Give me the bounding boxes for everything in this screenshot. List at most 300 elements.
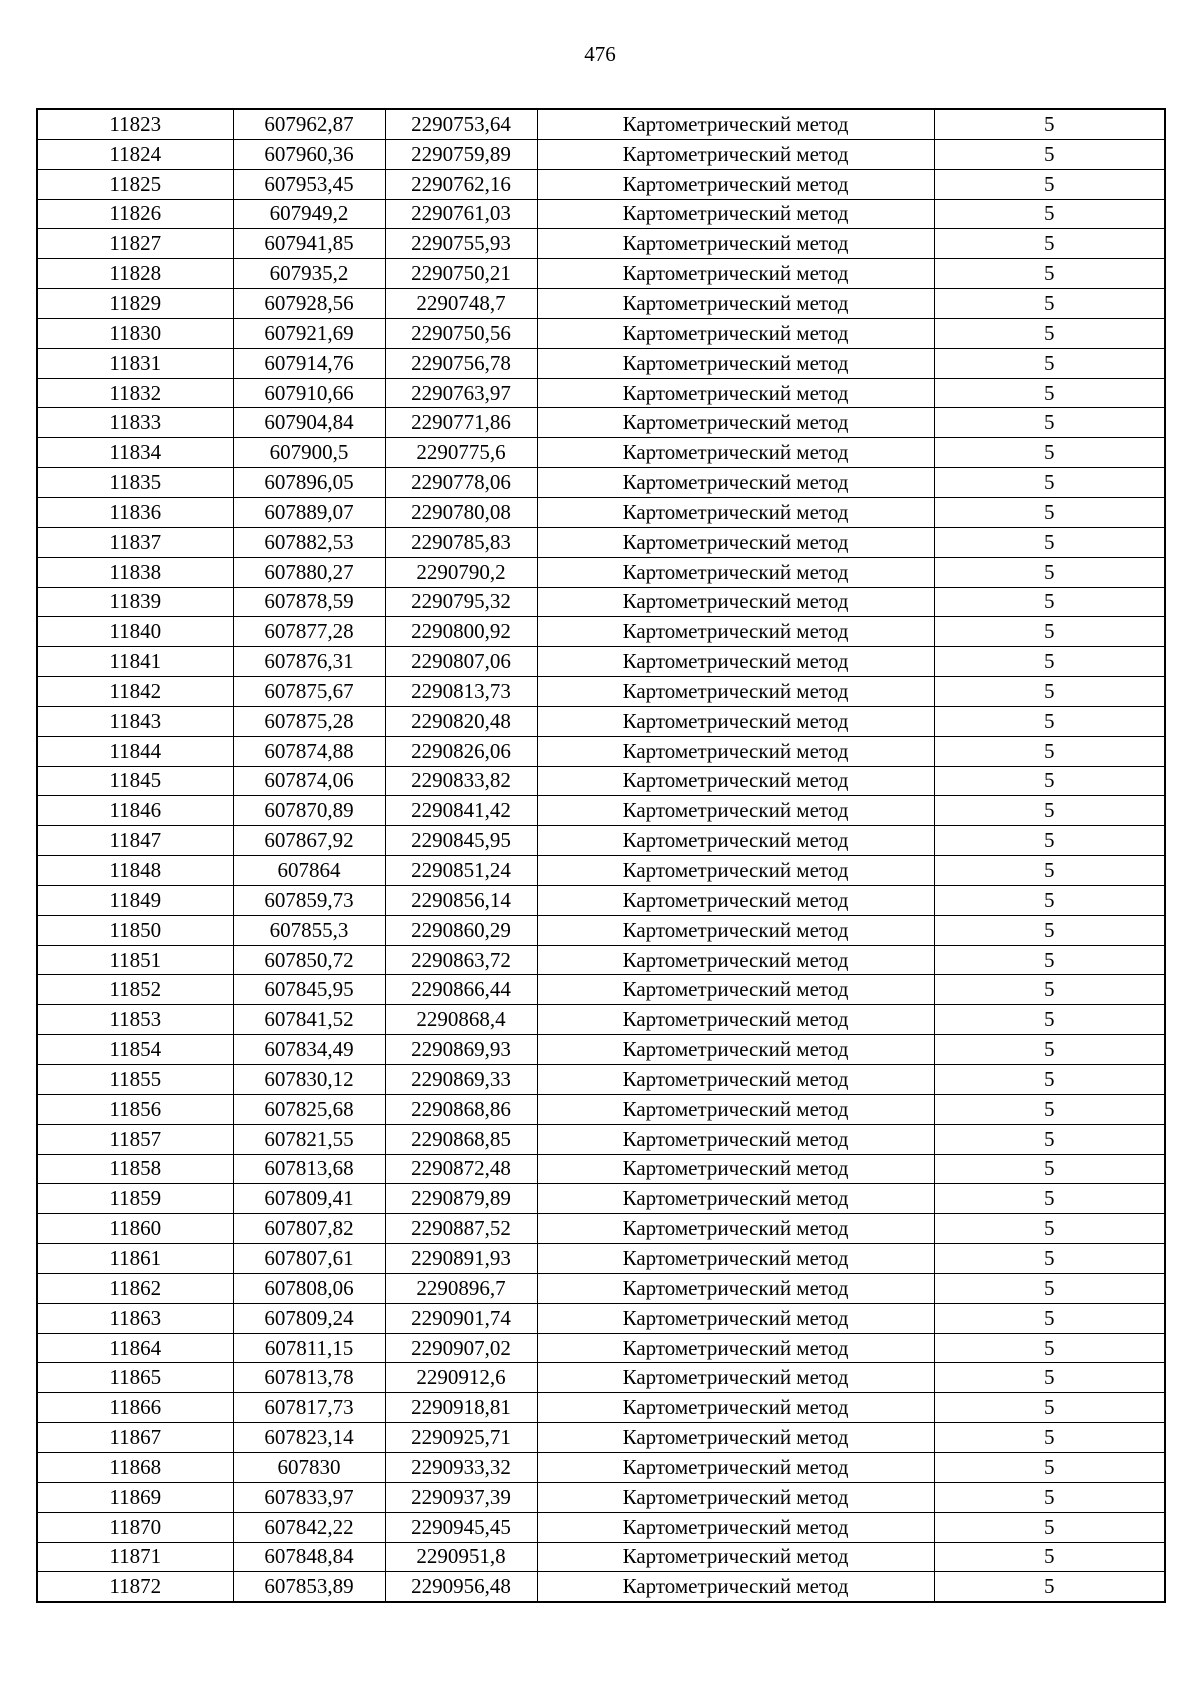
method-cell: Картометрический метод	[537, 229, 934, 259]
point-number-cell: 11865	[37, 1363, 233, 1393]
table-row	[37, 1094, 1165, 1124]
method-cell: Картометрический метод	[537, 1363, 934, 1393]
method-cell: Картометрический метод	[537, 587, 934, 617]
x-coordinate-cell: 607817,73	[233, 1393, 385, 1423]
table-row	[37, 736, 1165, 766]
table-row	[37, 1154, 1165, 1184]
accuracy-cell: 5	[934, 1184, 1165, 1214]
x-coordinate-cell: 607853,89	[233, 1572, 385, 1602]
accuracy-cell: 5	[934, 766, 1165, 796]
y-coordinate-cell: 2290826,06	[385, 736, 537, 766]
x-coordinate-cell: 607825,68	[233, 1094, 385, 1124]
accuracy-cell: 5	[934, 1423, 1165, 1453]
accuracy-cell: 5	[934, 885, 1165, 915]
method-cell: Картометрический метод	[537, 677, 934, 707]
accuracy-cell: 5	[934, 1542, 1165, 1572]
accuracy-cell: 5	[934, 1244, 1165, 1274]
x-coordinate-cell: 607914,76	[233, 348, 385, 378]
method-cell: Картометрический метод	[537, 259, 934, 289]
point-number-cell: 11839	[37, 587, 233, 617]
accuracy-cell: 5	[934, 1035, 1165, 1065]
point-number-cell: 11871	[37, 1542, 233, 1572]
y-coordinate-cell: 2290762,16	[385, 169, 537, 199]
x-coordinate-cell: 607904,84	[233, 408, 385, 438]
accuracy-cell: 5	[934, 1124, 1165, 1154]
method-cell: Картометрический метод	[537, 468, 934, 498]
method-cell: Картометрический метод	[537, 557, 934, 587]
y-coordinate-cell: 2290750,21	[385, 259, 537, 289]
y-coordinate-cell: 2290863,72	[385, 945, 537, 975]
x-coordinate-cell: 607876,31	[233, 647, 385, 677]
x-coordinate-cell: 607875,28	[233, 706, 385, 736]
method-cell: Картометрический метод	[537, 736, 934, 766]
table-row	[37, 1423, 1165, 1453]
method-cell: Картометрический метод	[537, 1065, 934, 1095]
x-coordinate-cell: 607877,28	[233, 617, 385, 647]
method-cell: Картометрический метод	[537, 1244, 934, 1274]
method-cell: Картометрический метод	[537, 915, 934, 945]
y-coordinate-cell: 2290780,08	[385, 497, 537, 527]
accuracy-cell: 5	[934, 139, 1165, 169]
y-coordinate-cell: 2290800,92	[385, 617, 537, 647]
point-number-cell: 11856	[37, 1094, 233, 1124]
x-coordinate-cell: 607845,95	[233, 975, 385, 1005]
point-number-cell: 11832	[37, 378, 233, 408]
y-coordinate-cell: 2290918,81	[385, 1393, 537, 1423]
method-cell: Картометрический метод	[537, 289, 934, 319]
table-row	[37, 1572, 1165, 1602]
table-row	[37, 289, 1165, 319]
x-coordinate-cell: 607823,14	[233, 1423, 385, 1453]
table-row	[37, 1542, 1165, 1572]
y-coordinate-cell: 2290907,02	[385, 1333, 537, 1363]
y-coordinate-cell: 2290860,29	[385, 915, 537, 945]
table-row	[37, 438, 1165, 468]
table-row	[37, 1124, 1165, 1154]
accuracy-cell: 5	[934, 289, 1165, 319]
point-number-cell: 11843	[37, 706, 233, 736]
x-coordinate-cell: 607870,89	[233, 796, 385, 826]
point-number-cell: 11857	[37, 1124, 233, 1154]
method-cell: Картометрический метод	[537, 408, 934, 438]
x-coordinate-cell: 607850,72	[233, 945, 385, 975]
x-coordinate-cell: 607808,06	[233, 1273, 385, 1303]
accuracy-cell: 5	[934, 1094, 1165, 1124]
method-cell: Картометрический метод	[537, 1124, 934, 1154]
table-row	[37, 587, 1165, 617]
accuracy-cell: 5	[934, 169, 1165, 199]
x-coordinate-cell: 607859,73	[233, 885, 385, 915]
point-number-cell: 11862	[37, 1273, 233, 1303]
accuracy-cell: 5	[934, 1005, 1165, 1035]
table-row	[37, 468, 1165, 498]
accuracy-cell: 5	[934, 617, 1165, 647]
method-cell: Картометрический метод	[537, 348, 934, 378]
point-number-cell: 11830	[37, 318, 233, 348]
x-coordinate-cell: 607910,66	[233, 378, 385, 408]
accuracy-cell: 5	[934, 1363, 1165, 1393]
y-coordinate-cell: 2290901,74	[385, 1303, 537, 1333]
table-row	[37, 1244, 1165, 1274]
y-coordinate-cell: 2290951,8	[385, 1542, 537, 1572]
point-number-cell: 11870	[37, 1512, 233, 1542]
y-coordinate-cell: 2290759,89	[385, 139, 537, 169]
method-cell: Картометрический метод	[537, 945, 934, 975]
y-coordinate-cell: 2290813,73	[385, 677, 537, 707]
x-coordinate-cell: 607811,15	[233, 1333, 385, 1363]
table-row	[37, 766, 1165, 796]
table-row	[37, 885, 1165, 915]
accuracy-cell: 5	[934, 557, 1165, 587]
accuracy-cell: 5	[934, 677, 1165, 707]
accuracy-cell: 5	[934, 438, 1165, 468]
y-coordinate-cell: 2290868,4	[385, 1005, 537, 1035]
y-coordinate-cell: 2290912,6	[385, 1363, 537, 1393]
table-row	[37, 557, 1165, 587]
y-coordinate-cell: 2290956,48	[385, 1572, 537, 1602]
method-cell: Картометрический метод	[537, 1572, 934, 1602]
y-coordinate-cell: 2290869,93	[385, 1035, 537, 1065]
accuracy-cell: 5	[934, 318, 1165, 348]
point-number-cell: 11868	[37, 1452, 233, 1482]
accuracy-cell: 5	[934, 945, 1165, 975]
table-row	[37, 139, 1165, 169]
point-number-cell: 11850	[37, 915, 233, 945]
method-cell: Картометрический метод	[537, 706, 934, 736]
point-number-cell: 11829	[37, 289, 233, 319]
point-number-cell: 11867	[37, 1423, 233, 1453]
table-row	[37, 318, 1165, 348]
point-number-cell: 11827	[37, 229, 233, 259]
y-coordinate-cell: 2290755,93	[385, 229, 537, 259]
accuracy-cell: 5	[934, 259, 1165, 289]
x-coordinate-cell: 607841,52	[233, 1005, 385, 1035]
y-coordinate-cell: 2290763,97	[385, 378, 537, 408]
accuracy-cell: 5	[934, 736, 1165, 766]
x-coordinate-cell: 607962,87	[233, 109, 385, 139]
point-number-cell: 11860	[37, 1214, 233, 1244]
accuracy-cell: 5	[934, 1214, 1165, 1244]
table-row	[37, 1035, 1165, 1065]
x-coordinate-cell: 607960,36	[233, 139, 385, 169]
point-number-cell: 11866	[37, 1393, 233, 1423]
point-number-cell: 11844	[37, 736, 233, 766]
accuracy-cell: 5	[934, 468, 1165, 498]
y-coordinate-cell: 2290933,32	[385, 1452, 537, 1482]
x-coordinate-cell: 607864	[233, 856, 385, 886]
point-number-cell: 11859	[37, 1184, 233, 1214]
method-cell: Картометрический метод	[537, 826, 934, 856]
y-coordinate-cell: 2290868,85	[385, 1124, 537, 1154]
y-coordinate-cell: 2290795,32	[385, 587, 537, 617]
x-coordinate-cell: 607949,2	[233, 199, 385, 229]
y-coordinate-cell: 2290771,86	[385, 408, 537, 438]
x-coordinate-cell: 607834,49	[233, 1035, 385, 1065]
table-row	[37, 945, 1165, 975]
point-number-cell: 11852	[37, 975, 233, 1005]
y-coordinate-cell: 2290851,24	[385, 856, 537, 886]
point-number-cell: 11837	[37, 527, 233, 557]
x-coordinate-cell: 607809,24	[233, 1303, 385, 1333]
point-number-cell: 11825	[37, 169, 233, 199]
method-cell: Картометрический метод	[537, 199, 934, 229]
point-number-cell: 11849	[37, 885, 233, 915]
method-cell: Картометрический метод	[537, 169, 934, 199]
x-coordinate-cell: 607896,05	[233, 468, 385, 498]
x-coordinate-cell: 607921,69	[233, 318, 385, 348]
table-row	[37, 1333, 1165, 1363]
y-coordinate-cell: 2290856,14	[385, 885, 537, 915]
table-row	[37, 169, 1165, 199]
table-row	[37, 617, 1165, 647]
point-number-cell: 11848	[37, 856, 233, 886]
method-cell: Картометрический метод	[537, 1542, 934, 1572]
point-number-cell: 11858	[37, 1154, 233, 1184]
table-row	[37, 1273, 1165, 1303]
accuracy-cell: 5	[934, 527, 1165, 557]
x-coordinate-cell: 607842,22	[233, 1512, 385, 1542]
accuracy-cell: 5	[934, 1452, 1165, 1482]
coordinates-table	[36, 108, 1166, 1603]
point-number-cell: 11841	[37, 647, 233, 677]
accuracy-cell: 5	[934, 348, 1165, 378]
table-row	[37, 1482, 1165, 1512]
x-coordinate-cell: 607821,55	[233, 1124, 385, 1154]
y-coordinate-cell: 2290868,86	[385, 1094, 537, 1124]
table-row	[37, 1005, 1165, 1035]
accuracy-cell: 5	[934, 378, 1165, 408]
point-number-cell: 11842	[37, 677, 233, 707]
table-row	[37, 677, 1165, 707]
accuracy-cell: 5	[934, 915, 1165, 945]
x-coordinate-cell: 607941,85	[233, 229, 385, 259]
x-coordinate-cell: 607878,59	[233, 587, 385, 617]
x-coordinate-cell: 607813,68	[233, 1154, 385, 1184]
y-coordinate-cell: 2290790,2	[385, 557, 537, 587]
method-cell: Картометрический метод	[537, 975, 934, 1005]
accuracy-cell: 5	[934, 229, 1165, 259]
point-number-cell: 11853	[37, 1005, 233, 1035]
x-coordinate-cell: 607830,12	[233, 1065, 385, 1095]
method-cell: Картометрический метод	[537, 1512, 934, 1542]
table-row	[37, 1184, 1165, 1214]
method-cell: Картометрический метод	[537, 1423, 934, 1453]
y-coordinate-cell: 2290753,64	[385, 109, 537, 139]
y-coordinate-cell: 2290833,82	[385, 766, 537, 796]
x-coordinate-cell: 607874,06	[233, 766, 385, 796]
point-number-cell: 11836	[37, 497, 233, 527]
x-coordinate-cell: 607953,45	[233, 169, 385, 199]
method-cell: Картометрический метод	[537, 1452, 934, 1482]
point-number-cell: 11833	[37, 408, 233, 438]
accuracy-cell: 5	[934, 199, 1165, 229]
y-coordinate-cell: 2290872,48	[385, 1154, 537, 1184]
y-coordinate-cell: 2290887,52	[385, 1214, 537, 1244]
point-number-cell: 11863	[37, 1303, 233, 1333]
y-coordinate-cell: 2290879,89	[385, 1184, 537, 1214]
accuracy-cell: 5	[934, 1333, 1165, 1363]
accuracy-cell: 5	[934, 1273, 1165, 1303]
accuracy-cell: 5	[934, 1303, 1165, 1333]
point-number-cell: 11826	[37, 199, 233, 229]
accuracy-cell: 5	[934, 109, 1165, 139]
y-coordinate-cell: 2290937,39	[385, 1482, 537, 1512]
table-row	[37, 1065, 1165, 1095]
method-cell: Картометрический метод	[537, 378, 934, 408]
method-cell: Картометрический метод	[537, 1333, 934, 1363]
table-row	[37, 826, 1165, 856]
table-row	[37, 229, 1165, 259]
y-coordinate-cell: 2290807,06	[385, 647, 537, 677]
y-coordinate-cell: 2290761,03	[385, 199, 537, 229]
table-row	[37, 408, 1165, 438]
table-row	[37, 1393, 1165, 1423]
table-row	[37, 1512, 1165, 1542]
method-cell: Картометрический метод	[537, 438, 934, 468]
y-coordinate-cell: 2290820,48	[385, 706, 537, 736]
x-coordinate-cell: 607848,84	[233, 1542, 385, 1572]
method-cell: Картометрический метод	[537, 766, 934, 796]
point-number-cell: 11834	[37, 438, 233, 468]
y-coordinate-cell: 2290785,83	[385, 527, 537, 557]
method-cell: Картометрический метод	[537, 318, 934, 348]
method-cell: Картометрический метод	[537, 139, 934, 169]
accuracy-cell: 5	[934, 856, 1165, 886]
method-cell: Картометрический метод	[537, 1482, 934, 1512]
method-cell: Картометрический метод	[537, 1184, 934, 1214]
method-cell: Картометрический метод	[537, 1035, 934, 1065]
x-coordinate-cell: 607807,61	[233, 1244, 385, 1274]
point-number-cell: 11855	[37, 1065, 233, 1095]
accuracy-cell: 5	[934, 1393, 1165, 1423]
y-coordinate-cell: 2290778,06	[385, 468, 537, 498]
method-cell: Картометрический метод	[537, 1154, 934, 1184]
table-row	[37, 1363, 1165, 1393]
point-number-cell: 11869	[37, 1482, 233, 1512]
accuracy-cell: 5	[934, 1482, 1165, 1512]
point-number-cell: 11864	[37, 1333, 233, 1363]
x-coordinate-cell: 607809,41	[233, 1184, 385, 1214]
method-cell: Картометрический метод	[537, 1005, 934, 1035]
x-coordinate-cell: 607880,27	[233, 557, 385, 587]
table-row	[37, 915, 1165, 945]
x-coordinate-cell: 607867,92	[233, 826, 385, 856]
y-coordinate-cell: 2290775,6	[385, 438, 537, 468]
point-number-cell: 11831	[37, 348, 233, 378]
method-cell: Картометрический метод	[537, 885, 934, 915]
table-body	[37, 109, 1165, 1602]
accuracy-cell: 5	[934, 706, 1165, 736]
point-number-cell: 11824	[37, 139, 233, 169]
table-row	[37, 348, 1165, 378]
x-coordinate-cell: 607875,67	[233, 677, 385, 707]
x-coordinate-cell: 607833,97	[233, 1482, 385, 1512]
table-row	[37, 1452, 1165, 1482]
y-coordinate-cell: 2290748,7	[385, 289, 537, 319]
method-cell: Картометрический метод	[537, 856, 934, 886]
point-number-cell: 11851	[37, 945, 233, 975]
table-row	[37, 259, 1165, 289]
table-row	[37, 199, 1165, 229]
page-number: 476	[584, 42, 616, 66]
y-coordinate-cell: 2290845,95	[385, 826, 537, 856]
method-cell: Картометрический метод	[537, 1094, 934, 1124]
point-number-cell: 11838	[37, 557, 233, 587]
accuracy-cell: 5	[934, 1065, 1165, 1095]
method-cell: Картометрический метод	[537, 1393, 934, 1423]
y-coordinate-cell: 2290869,33	[385, 1065, 537, 1095]
method-cell: Картометрический метод	[537, 497, 934, 527]
accuracy-cell: 5	[934, 587, 1165, 617]
point-number-cell: 11835	[37, 468, 233, 498]
y-coordinate-cell: 2290756,78	[385, 348, 537, 378]
accuracy-cell: 5	[934, 1572, 1165, 1602]
table-row	[37, 497, 1165, 527]
method-cell: Картометрический метод	[537, 647, 934, 677]
x-coordinate-cell: 607813,78	[233, 1363, 385, 1393]
accuracy-cell: 5	[934, 975, 1165, 1005]
point-number-cell: 11823	[37, 109, 233, 139]
accuracy-cell: 5	[934, 497, 1165, 527]
table-row	[37, 975, 1165, 1005]
y-coordinate-cell: 2290945,45	[385, 1512, 537, 1542]
x-coordinate-cell: 607874,88	[233, 736, 385, 766]
y-coordinate-cell: 2290750,56	[385, 318, 537, 348]
point-number-cell: 11861	[37, 1244, 233, 1274]
accuracy-cell: 5	[934, 1512, 1165, 1542]
x-coordinate-cell: 607889,07	[233, 497, 385, 527]
method-cell: Картометрический метод	[537, 527, 934, 557]
table-row	[37, 706, 1165, 736]
point-number-cell: 11846	[37, 796, 233, 826]
accuracy-cell: 5	[934, 796, 1165, 826]
point-number-cell: 11840	[37, 617, 233, 647]
table-row	[37, 378, 1165, 408]
method-cell: Картометрический метод	[537, 796, 934, 826]
accuracy-cell: 5	[934, 408, 1165, 438]
x-coordinate-cell: 607935,2	[233, 259, 385, 289]
x-coordinate-cell: 607882,53	[233, 527, 385, 557]
accuracy-cell: 5	[934, 826, 1165, 856]
method-cell: Картометрический метод	[537, 1273, 934, 1303]
table-row	[37, 527, 1165, 557]
x-coordinate-cell: 607900,5	[233, 438, 385, 468]
table-row	[37, 1214, 1165, 1244]
method-cell: Картометрический метод	[537, 1214, 934, 1244]
x-coordinate-cell: 607928,56	[233, 289, 385, 319]
x-coordinate-cell: 607830	[233, 1452, 385, 1482]
accuracy-cell: 5	[934, 1154, 1165, 1184]
table-row	[37, 796, 1165, 826]
table-row	[37, 1303, 1165, 1333]
point-number-cell: 11828	[37, 259, 233, 289]
accuracy-cell: 5	[934, 647, 1165, 677]
y-coordinate-cell: 2290841,42	[385, 796, 537, 826]
y-coordinate-cell: 2290925,71	[385, 1423, 537, 1453]
y-coordinate-cell: 2290866,44	[385, 975, 537, 1005]
point-number-cell: 11845	[37, 766, 233, 796]
y-coordinate-cell: 2290891,93	[385, 1244, 537, 1274]
method-cell: Картометрический метод	[537, 1303, 934, 1333]
x-coordinate-cell: 607855,3	[233, 915, 385, 945]
method-cell: Картометрический метод	[537, 109, 934, 139]
point-number-cell: 11854	[37, 1035, 233, 1065]
table-row	[37, 647, 1165, 677]
table-row	[37, 856, 1165, 886]
point-number-cell: 11847	[37, 826, 233, 856]
y-coordinate-cell: 2290896,7	[385, 1273, 537, 1303]
point-number-cell: 11872	[37, 1572, 233, 1602]
